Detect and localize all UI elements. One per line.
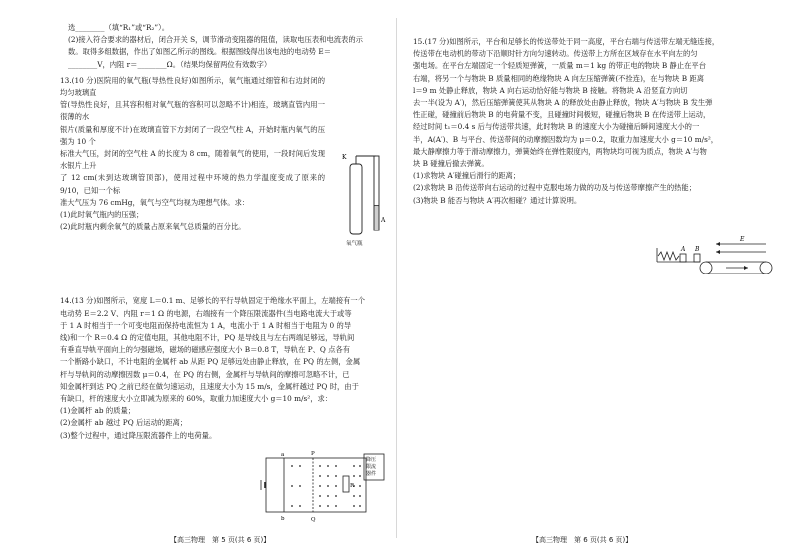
footer-page-5: 【高三物理 第 5 页(共 6 页)】 [170,536,271,544]
label-block-b: B [695,246,700,253]
pulley-right [760,262,772,274]
q14-sub-2: (2)金属杆 ab 越过 PQ 后运动的距离； [60,418,188,428]
q14-sub-3: (3)整个过程中，通过降压限流器件上的电荷量。 [60,430,217,440]
question-15 [413,36,778,207]
q12-line-4: ________V，内阻 r＝________Ω。（结果均保留两位有效数字） [68,59,272,69]
field-arrow-1 [716,242,720,246]
q13-line-6: 准大气压为 76 cmHg，氧气与空气均视为理想气体。求： [60,197,250,207]
label-p: P [311,451,315,457]
q13-line-3: 银片(质量和厚度不计)在玻璃直管下方封闭了一段空气柱 A，开始时瓶内氧气的压强为 10 个 [60,124,325,146]
label-r: R [350,483,355,489]
q13-line-5: 了 12 cm(未到达玻璃管顶部)，使用过程中环境的热力学温度变成了原来的 9/10，已知一个标 [60,173,325,195]
q15-line-11: 块 B 碰撞后撤去弹簧。 [413,159,489,169]
spring [658,252,679,260]
pulley-left [700,262,712,274]
q12-line-2: (2)接入符合要求的器材后，闭合开关 S，调节滑动变阻器的阻值，读取电压表和电流表的示 [68,35,363,45]
footer-page-6: 【高三物理 第 6 页(共 6 页)】 [532,536,633,544]
q14-line-3: 于 1 A 时相当于一个可变电阻而保持电流恒为 1 A，电流小于 1 A 时相当于电阻为 0 的导 [60,320,352,330]
q15-line-4: 右端，将另一个与物块 B 质量相同的绝缘物块 A 向左压缩弹簧(不拴连)，在与物块 B 距离 [413,73,704,83]
q14-line-8: 知金属杆到达 PQ 之前已经在做匀速运动，且速度大小为 15 m/s，金属杆越过 PQ 时，由于 [60,381,359,391]
field-arrow-2 [716,250,720,254]
device-label-1: 降压 [366,457,377,463]
air-column [375,206,379,230]
q15-line-10: 最大静摩擦力等于滑动摩擦力，弹簧始终在弹性限度内，两物块均可视为质点，物块 A′与物 [413,146,707,156]
q15-line-8: 经过时间 t₁＝0.4 s 后与传送带共速，此时物块 B 的速度大小为碰撞后瞬间速度大小的一 [413,122,700,132]
oxygen-bottle-figure [340,150,392,250]
q15-line-6: 去一半(设为 A′)，然后压缩弹簧使其从物块 A 的释放处由静止释放，物块 A′与物块 B 发生弹 [413,98,713,108]
bottle-caption: 氧气瓶 [346,241,363,247]
block-a [680,254,686,262]
label-q: Q [311,517,316,523]
rail-circuit-figure [258,446,388,526]
q13-line-4: 标准大气压，封闭的空气柱 A 的长度为 8 cm，随着氧气的使用，一段时间后发现水银片上升 [60,149,325,171]
q13-sub-1: (1)此时氧气瓶内的压强； [60,210,144,220]
q15-sub-1: (1)求物块 A′碰撞后滑行的距离； [413,171,521,181]
q14-line-6: 一个断路小缺口，不计电阻的金属杆 ab 从距 PQ 足够远处由静止释放，在 PQ 的左侧，金属 [60,357,361,367]
q15-line-5: l＝9 m 处静止释放，物块 A 向右运动恰好能与物块 B 接触。将物块 A 沿竖直方向切 [413,85,688,95]
q14-line-1: 14.(13 分)如图所示，宽度 L＝0.1 m、足够长的平行导轨固定于绝缘水平面上，左端接有一个 [60,296,366,306]
label-b: b [281,516,285,522]
label-field-e: E [740,236,745,243]
block-b [694,254,700,262]
question-13 [60,75,383,234]
bottle-body [350,164,362,234]
q14-line-7: 杆与导轨间的动摩擦因数 μ＝0.4，在 PQ 的右侧，金属杆与导轨间的摩擦可忽略不计，已 [60,369,350,379]
q15-line-1: 15.(17 分)如图所示，平台和足够长的传送带处于同一高度，平台右端与传送带左端无缝连接， [413,37,720,46]
q15-line-2: 传送带在电动机的带动下沿顺时针方向匀速转动。传送带上方所在区域存在水平向左的匀 [413,49,698,59]
conveyor-figure [656,232,776,274]
q12-line-1: 选________（填“R₁”或“R₂”）。 [68,23,170,32]
q12-line-3: 数。取得多组数据，作出了如图乙所示的图线。根据图线得出该电池的电动势 E＝ [68,47,332,57]
belt-arrow-head [744,266,748,270]
q12-tail [60,22,383,71]
q14-line-5: 有垂直导轨平面向上的匀强磁场，磁场的磁感应强度大小 B＝0.8 T，导轨在 P、Q 点各有 [60,345,351,355]
column-label: A [381,217,386,224]
label-block-a: A [681,246,686,253]
device-label-3: 器件 [366,471,377,477]
valve-label: K [342,154,347,161]
q15-line-7: 性正碰，碰撞前后物块 B 的电荷量不变，且碰撞时间极短，碰撞后物块 B 在传送带上运动， [413,110,711,120]
q15-sub-3: (3)物块 B 能否与物块 A′再次相碰？通过计算说明。 [413,195,582,205]
label-a: a [281,452,285,458]
q14-sub-1: (1)金属杆 ab 的质量； [60,406,136,416]
q14-line-4: 线)和一个 R＝0.4 Ω 的定值电阻，其他电阻不计，PQ 是导线且与左右两端足够远，导轨间 [60,333,355,343]
q15-sub-2: (2)求物块 B 沿传送带向右运动的过程中克服电场力做的功及与传送带摩擦产生的热能； [413,183,697,193]
device-label-2: 限流 [366,464,377,470]
q13-sub-2: (2)此时瓶内剩余氧气的质量占原来氧气总质量的百分比。 [60,222,246,232]
q14-line-9: 有缺口，杆的速度大小立即减为原来的 60%，取重力加速度大小 g＝10 m/s²，求： [60,394,333,404]
page-6 [397,0,794,560]
q15-line-9: 半，A(A′)、B 与平台、传送带间的动摩擦因数均为 μ＝0.2，取重力加速度大小 g＝10 m/s²， [413,134,719,144]
q14-line-2: 电动势 E＝2.2 V、内阻 r＝1 Ω 的电源，右端接有一个降压限流器件(当电路电流大于或等 [60,308,352,318]
q13-line-1: 13.(10 分)医院用的氧气瓶(导热性良好)如图所示，氧气瓶通过细管和右边封闭的均匀玻璃直 [60,75,325,98]
q13-line-2: 管(导热性良好，且其容积相对氧气瓶的容积可以忽略不计)相连，玻璃直管内用一很薄的水 [60,100,325,122]
q15-line-3: 强电场。在平台左端固定一个轻质短弹簧，一质量 m＝1 kg 的带正电的物块 B 静止在平台 [413,61,707,71]
question-14 [60,295,383,441]
resistor-r [343,476,349,492]
